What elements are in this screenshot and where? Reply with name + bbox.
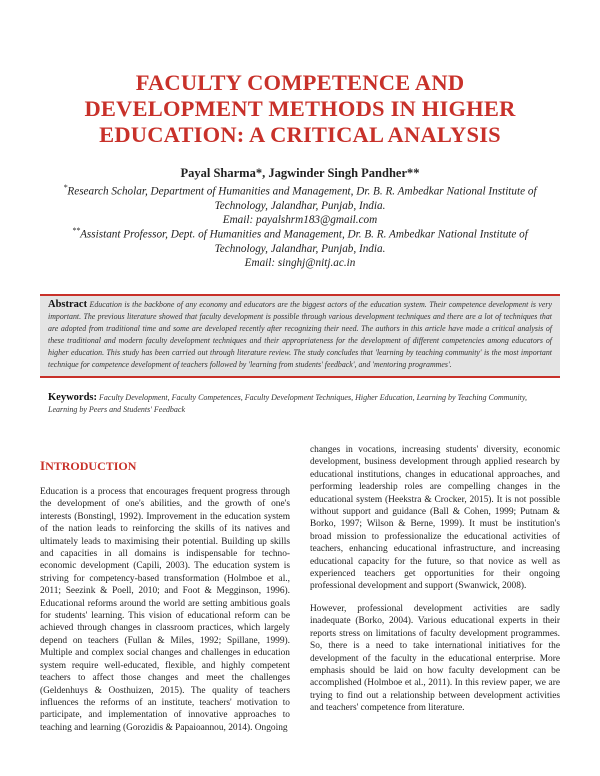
affiliation-1-line-1: Research Scholar, Department of Humanities and Management, Dr. B. R. Ambedkar National Institute of	[67, 185, 537, 198]
title-line-1: FACULTY COMPETENCE AND	[135, 70, 465, 95]
affiliation-2-line-1: Assistant Professor, Dept. of Humanities and Management, Dr. B. R. Ambedkar National Institute of	[80, 228, 528, 241]
affiliation-2	[30, 224, 570, 270]
paper-title	[40, 70, 560, 148]
left-column	[40, 486, 290, 744]
abstract	[48, 299, 552, 371]
affiliation-1-email: Email: payalshrm183@gmail.com	[222, 213, 378, 226]
introduction-heading-initial: I	[40, 458, 46, 473]
author-list: Payal Sharma*, Jagwinder Singh Pandher**	[180, 166, 420, 180]
keywords-text: Faculty Development, Faculty Competences, Faculty Development Techniques, Higher Education, Learning by Teaching Community, Learning by Peers and Students' Feedback	[48, 393, 527, 414]
affiliation-2-marker: **	[72, 226, 81, 235]
title-line-2: DEVELOPMENT METHODS IN HIGHER	[84, 96, 516, 121]
abstract-text: Education is the backbone of any economy and educators are the biggest actors of the education system. Their competence development is very important. The previous literature showed that faculty development is possible through various development techniques and there are a lot of techniques that are adopted from traditional time and some are developed recently after recognizing their need. The authors in this article have made a critical analysis of these traditional and modern faculty development techniques and their appropriateness for the development of different competencies among educators of higher education. This study has been carried out through literature review. The study concludes that 'learning by teaching community' is the most important technique for competence development of teachers followed by 'learning from students' feedback', and 'mentoring programmes'.	[48, 300, 552, 369]
affiliation-2-line-2: Technology, Jalandhar, Punjab, India.	[214, 242, 386, 255]
introduction-heading-rest: NTRODUCTION	[45, 459, 137, 473]
intro-paragraph-1: Education is a process that encourages frequent progress through the development of one's abilities, and the growth of one's interests (Bonstingl, 1992). Improvement in the education system of the nation leads to reinforcing the skills of its natives and ultimately leads to maximising their potential. Building up skills and capacities in all domains is indispensable for techno-economic development (Capili, 2003). The education system is striving for competency-based transformation (Holmboe et al., 2011; Seezink & Poell, 2010; and Foot & Megginson, 1996). Educational reforms around the world are setting ambitious goals for students' learning. This vision of educational reform can be achieved through changes in classroom practices, which largely depend on teachers (Fullan & Miles, 1992; Spillane, 1999). Multiple and complex social changes and challenges in education system require well-educated, flexible, and highly competent teachers to affect those changes and meet the challenges (Geldenhuys & Oosthuizen, 2015). The quality of teachers influences the reforms of an institute, teachers' motivation to participate, and implementation of innovative approaches to teaching and learning (Gorozidis & Papaioannou, 2014). Ongoing	[40, 487, 290, 733]
abstract-box	[40, 294, 560, 378]
intro-paragraph-3: However, professional development activities are sadly inadequate (Borko, 2004). Various educational experts in their reports stress on limitations of faculty development programmes. So, there is a need to take international initiatives for the development of the faculty in the educational enterprise. More emphasis should be laid on how faculty development can be accomplished (Holmboe et al., 2011). In this review paper, we are trying to find out a relationship between development activities and teachers' competence from literature.	[310, 603, 560, 714]
right-column	[310, 444, 560, 725]
keywords-heading: Keywords:	[48, 392, 97, 403]
affiliation-2-email: Email: singhj@nitj.ac.in	[244, 256, 356, 269]
keywords	[48, 392, 556, 416]
introduction-heading	[40, 458, 136, 474]
affiliation-1-marker: *	[63, 183, 68, 192]
intro-paragraph-2: changes in vocations, increasing students' diversity, economic development, business development through applied research by educational institutions, changes in educational approaches, and performing leadership roles are compelling changes in the educational system (Heekstra & Crocker, 2015). It is not possible without support and guidance (Ball & Cohen, 1999; Putnam & Borko, 1997; Wilson & Berne, 1999). It must be institution's broad mission to professionalize the educational activities of teachers, enhancing educational infrastructure, and increasing educational capacity for the future, so that novice as well as experienced teachers get opportunities for their ongoing professional development and support (Swanwick, 2008).	[310, 445, 560, 592]
abstract-heading: Abstract	[48, 299, 88, 310]
affiliation-1-line-2: Technology, Jalandhar, Punjab, India.	[214, 199, 386, 212]
affiliation-1	[30, 181, 570, 227]
title-line-3: EDUCATION: A CRITICAL ANALYSIS	[99, 122, 501, 147]
